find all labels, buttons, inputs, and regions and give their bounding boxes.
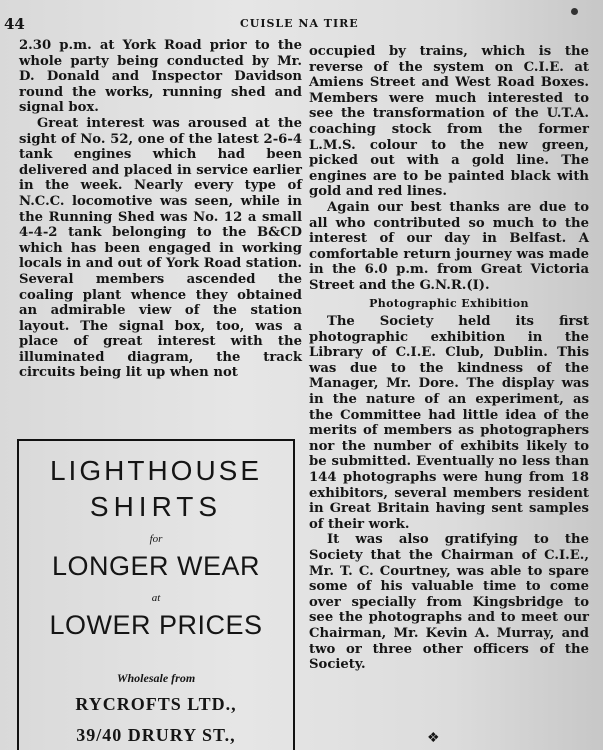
section-heading: Photographic Exhibition (369, 296, 529, 310)
page-number: 44 (4, 15, 25, 33)
ad-for-text: for (149, 533, 163, 545)
ad-wholesale-text: Wholesale from (116, 671, 196, 685)
paragraph: Great interest was aroused at the sight of No. 52, one of the latest 2-6-4 tank engines which had been delivered and placed in service earlier in the week. Nearly every type of N.C.C. locomotive was seen, while in the Running Shed was No. 12 a small 4-4-2 tank belonging to the B&CD which has been engaged in working locals in and out of York Road station. Several members ascended the coaling plant whence they obtained an admirable view of the station layout. The signal box, too, was a place of great interest with the illuminated diagram, the track circuits being lit up when not (19, 115, 302, 381)
ad-company-name: RYCROFTS LTD., (75, 694, 237, 714)
paragraph: It was also gratifying to the Society that the Chairman of C.I.E., Mr. T. C. Courtney, was able to spare some of his valuable time to come over specially from Kingsbridge to see the photographs and to meet our Chairman, Mr. Kevin A. Murray, and two or three other officers of the Society. (309, 532, 589, 673)
paragraph: The Society held its first photographic exhibition in the Library of C.I.E. Club, Dublin. This was due to the kindness of the Manager, Mr. Dore. The display was in the nature of an experiment, as the Committee had little idea of the merits of members as photographers nor the number of exhibits likely to be submitted. Eventually no less than 144 photographs were hung from 18 exhibitors, several members resident in Great Britain having sent samples of their work. (309, 314, 589, 532)
left-column (19, 38, 302, 381)
punch-hole (571, 8, 578, 15)
running-title: CUISLE NA TIRE (240, 17, 359, 30)
paragraph: occupied by trains, which is the reverse of the system on C.I.E. at Amiens Street and West Road Boxes. Members were much interested to see the transformation of the U.T.A. coaching stock from the former L.M.S. colour to the new green, picked out with a gold line. The engines are to be painted black with gold and red lines. (309, 44, 589, 200)
ad-address: 39/40 DRURY ST., (76, 725, 236, 745)
paragraph: Again our best thanks are due to all who contributed so much to the interest of our day in Belfast. A comfortable return journey was made in the 6.0 p.m. from Great Victoria Street and the G.N.R.(I). (309, 199, 589, 293)
ad-slogan-2: LOWER PRICES (49, 610, 263, 640)
ad-slogan-1: LONGER WEAR (51, 551, 261, 581)
advertisement-box (17, 439, 295, 750)
ad-product-line: SHIRTS (89, 491, 223, 522)
ad-at-text: at (151, 592, 161, 604)
ad-brand-line: LIGHTHOUSE (49, 455, 263, 486)
ornament-icon: ❖ (427, 730, 440, 746)
right-column (309, 44, 589, 673)
paragraph: 2.30 p.m. at York Road prior to the whole party being conducted by Mr. D. Donald and Inspector Davidson round the works, running shed and signal box. (19, 38, 302, 116)
